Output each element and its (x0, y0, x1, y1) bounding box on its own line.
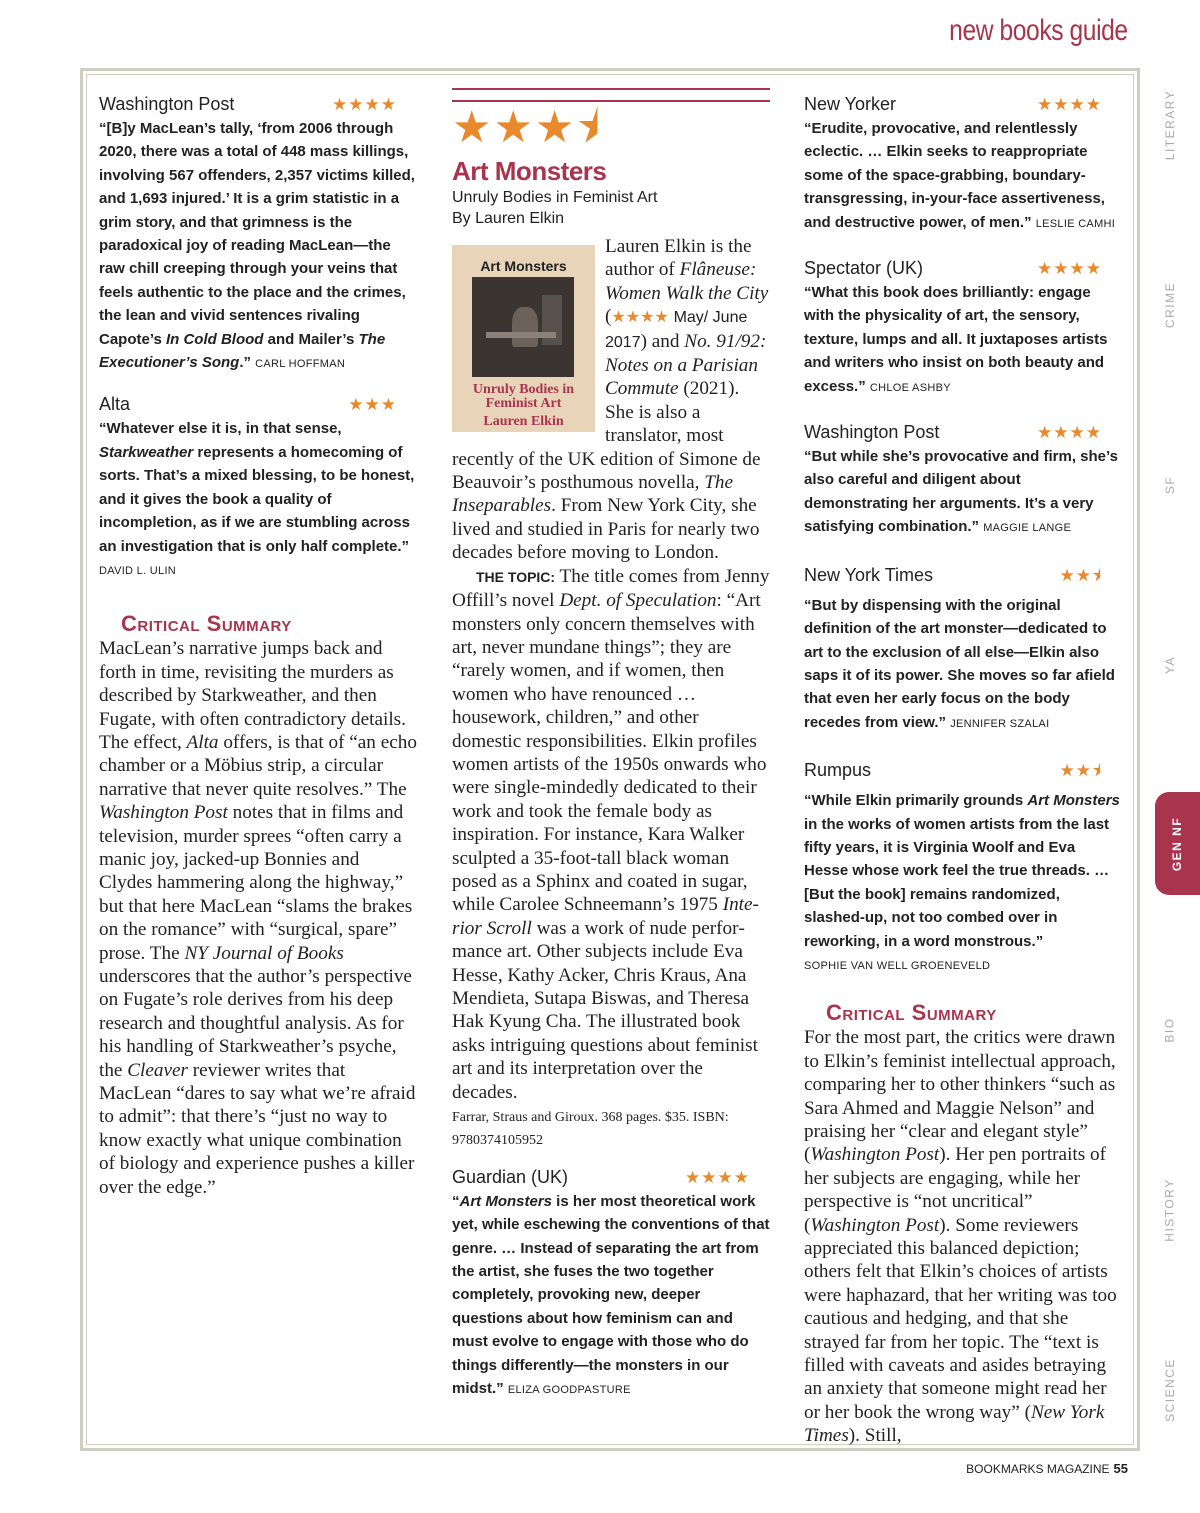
review-quote: “While Elkin primarily grounds Art Monsters in the works of women artists from the last fifty years, it is Virginia Woolf and Eva Hesse whose work feel the true threads. … [But the book] remains randomized, slashed-up, not too combed over in reworking, in a word monstrous.” SOPHIE VAN WELL GROENEVELD (804, 792, 1120, 972)
review-quote: “But by dispensing with the original definition of the art monster—dedicated to art to the exclusion of all else—Elkin also saps it of its power. She moves so far afield that even her early focus on the body recedes from view.” JENNIFER SZALAI (804, 596, 1115, 731)
page-footer (966, 1461, 1128, 1476)
book-subtitle: Unruly Bodies in Feminist Art (452, 189, 658, 206)
tab-literary[interactable]: LITERARY (1163, 89, 1177, 161)
review-guardian (452, 1167, 770, 1403)
critic-name: CARL HOFFMAN (255, 358, 346, 371)
star-rating-icon: ★★★★ (1037, 259, 1102, 279)
review-quote: “Erudite, provocative, and relentlessly eclectic. … Elkin seeks to reappropriate some of the space-grabbing, boundary-transgressing, in-your-face assertiveness, and destructive power, of men.” LESLIE CAMHI (804, 120, 1116, 231)
topic-paragraph: THE TOPIC: The title comes from Jenny Offill’s novel Dept. of Speculation: “Art monsters only concern themselves with art, never mundane things”; they are “rarely women, and if women, then women who have renounced … housework, children,” and other domestic responsibilities. Elkin profiles women artists of the 1950s onwards who were single-mindedly dedicated to their work and took the female body as inspiration. For instance, Kara Walker sculpted a 35-foot-tall black woman posed as a Sphinx and coated in sugar, while Carolee Schneemann’s 1975 Interior Scroll was a work of nude performance art. Other subjects include Eva Hesse, Kathy Acker, Chris Kraus, Ana Mendieta, Sutapa Biswas, and Theresa Hak Kyung Cha. The illustrated book asks intriguing questions about feminist art and its interpretation over the decades. (452, 565, 770, 1103)
overall-rating-icon: ★★★⯨ (452, 103, 602, 152)
review-washington-post (99, 94, 417, 376)
cover-author: Lauren Elkin (483, 414, 564, 429)
book-title: Art Monsters (452, 156, 607, 186)
middle-column (452, 94, 770, 1425)
magazine-name: BOOKMARKS MAGAZINE (966, 1462, 1110, 1476)
review-source: New Yorker (804, 94, 897, 114)
critic-name: ELIZA GOODPASTURE (507, 1384, 631, 1397)
review-alta (99, 394, 417, 583)
tab-gen-nf[interactable]: GEN NF (1155, 792, 1200, 895)
review-spectator (804, 258, 1122, 400)
review-source: Guardian (UK) (452, 1166, 569, 1187)
review-quote: “What this book does brilliantly: engage with the physicality of art, the sensory, texture, lumps and all. It juxtaposes artists and writers who insist on both beauty and excess.” CHLOE ASHBY (804, 284, 1108, 395)
author-bio: Lauren Elkin is the author of Flâneuse: Women Walk the City (★★★★ May/ June 2017) and No. 91/92: Notes on a Parisian Commute (2021). She is also a translator, most recently of the UK edition of Simone de Beauvoir’s posthumous novella, The Inseparables. From New York City, she lived and studied in Paris for nearly two decades before moving to London. (452, 236, 769, 564)
topic-label: THE TOPIC: (476, 568, 556, 585)
star-rating-icon: ★★★★ (1037, 95, 1102, 114)
left-column (99, 94, 417, 1199)
book-cover-image (452, 245, 595, 432)
cover-title: Art Monsters (480, 258, 567, 274)
tab-sf[interactable]: SF (1163, 475, 1177, 495)
cover-photo (472, 277, 574, 377)
tab-science[interactable]: SCIENCE (1163, 1358, 1177, 1422)
page-number: 55 (1113, 1461, 1128, 1476)
critical-summary-heading: Critical Summary (121, 611, 292, 637)
star-rating-icon: ★★★★ (685, 1167, 750, 1187)
tab-bio[interactable]: BIO (1162, 1017, 1177, 1043)
section-title: new books guide (949, 14, 1128, 47)
review-source: Spectator (UK) (804, 258, 924, 279)
cover-subtitle: Unruly Bodies in Feminist Art (472, 382, 575, 411)
review-source: Alta (99, 394, 131, 415)
critic-name: MAGGIE LANGE (983, 522, 1072, 535)
star-rating-icon: ★★⯨ (1059, 761, 1102, 781)
critic-name: CHLOE ASHBY (869, 381, 951, 394)
review-quote: “[B]y MacLean’s tally, ‘from 2006 through 2020, there was a total of 448 mass killings, involving 567 offenders, 2,357 victims killed, and 1,693 injured.’ It is a grim statistic in a grim story, and that grimness is the paradoxical joy of reading MacLean—the raw chill creeping through your veins that feels authentic to the place and the crimes, the lean and vivid sentences rivaling Capote’s In Cold Blood and Mailer’s The Executioner’s Song.” CARL HOFFMAN (99, 120, 415, 372)
critical-summary-text: For the most part, the critics were drawn to Elkin’s feminist intellectual approach, comparing her to other thinkers “such as Sara Ahmed and Maggie Nelson” and praising her “clear and elegant style” (Washington Post). Her pen portraits of her subjects are engaging, while her perspective is “not uncritical” (Washington Post). Some reviewers appreciated this balanced depiction; others felt that Elkin’s choices of artists were haphazard, that her writing was too cautious and hedging, and that she strayed far from her topic. The “text is filled with caveats and asides betraying an anxiety that someone might read her or her book the wrong way” (New York Times). Still, (804, 1027, 1117, 1447)
right-column (804, 94, 1122, 1448)
critical-summary-heading: Critical Summary (826, 1000, 997, 1026)
critic-name: DAVID L. ULIN (99, 564, 177, 577)
review-rumpus (804, 758, 1122, 978)
review-quote: “Art Monsters is her most theoretical work yet, while eschewing the conventions of that genre. … Instead of separating the art from the artist, she fuses the two together completely, provoking new, deeper questions about how feminism can and must evolve to engage with those who do things differently—the monsters in our midst.” ELIZA GOODPASTURE (452, 1192, 770, 1398)
review-source: Washington Post (99, 94, 235, 114)
review-new-york-times (804, 563, 1122, 736)
rating-divider (452, 88, 770, 102)
tab-ya[interactable]: YA (1163, 655, 1177, 675)
book-description (452, 235, 770, 1104)
publisher-info: Farrar, Straus and Giroux. 368 pages. $35. ISBN: 9780374105952 (452, 1110, 729, 1149)
book-author: By Lauren Elkin (452, 210, 565, 227)
review-quote: “Whatever else it is, in that sense, Starkweather represents a homecoming of sorts. That’s a mixed blessing, to be honest, and it gives the book a quality of incompletion, as if we are stumbling across an investigation that is only half complete.” DAVID L. ULIN (99, 420, 415, 577)
critic-name: SOPHIE VAN WELL GROENEVELD (804, 959, 991, 972)
star-rating-icon: ★★⯨ (1059, 565, 1102, 585)
star-rating-icon: ★★★★ (1037, 423, 1102, 443)
review-source: Washington Post (804, 422, 940, 443)
tab-crime[interactable]: CRIME (1163, 281, 1178, 329)
critic-name: LESLIE CAMHI (1035, 217, 1116, 230)
star-rating-icon: ★★★ (348, 395, 397, 415)
tab-history[interactable]: HISTORY (1163, 1178, 1177, 1242)
review-new-yorker (804, 94, 1122, 236)
star-rating-icon: ★★★★ (332, 95, 397, 114)
review-washington-post-2 (804, 422, 1122, 541)
critical-summary-text: MacLean’s narrative jumps back and forth in time, revisiting the murders as described by Starkweather, and then Fugate, with often contradictory details. The effect, Alta offers, is that of “an echo chamber or a Möbius strip, a circular narrative that never quite resolves.” The Washington Post notes that in films and television, murder sprees “often carry a manic joy, jacked-up Bonnies and Clydes hammering along the highway,” but that here MacLean “slams the brakes on the romance” with “surgical, spare” prose. The NY Journal of Books underscores that the author’s perspective on Fugate’s role derives from his deep research and thoughtful analysis. As for his handling of Starkweather’s psyche, the Cleaver reviewer writes that MacLean “dares to say what we’re afraid to admit”: that there’s “just no way to know exactly what unique combination of biology and experience pushes a killer over the edge.” (99, 638, 417, 1198)
critic-name: JENNIFER SZALAI (950, 717, 1050, 730)
review-quote: “But while she’s provocative and firm, she’s also careful and diligent about demonstrating her arguments. It’s a very satisfying combination.” MAGGIE LANGE (804, 448, 1118, 536)
review-source: New York Times (804, 564, 934, 585)
review-source: Rumpus (804, 760, 872, 781)
